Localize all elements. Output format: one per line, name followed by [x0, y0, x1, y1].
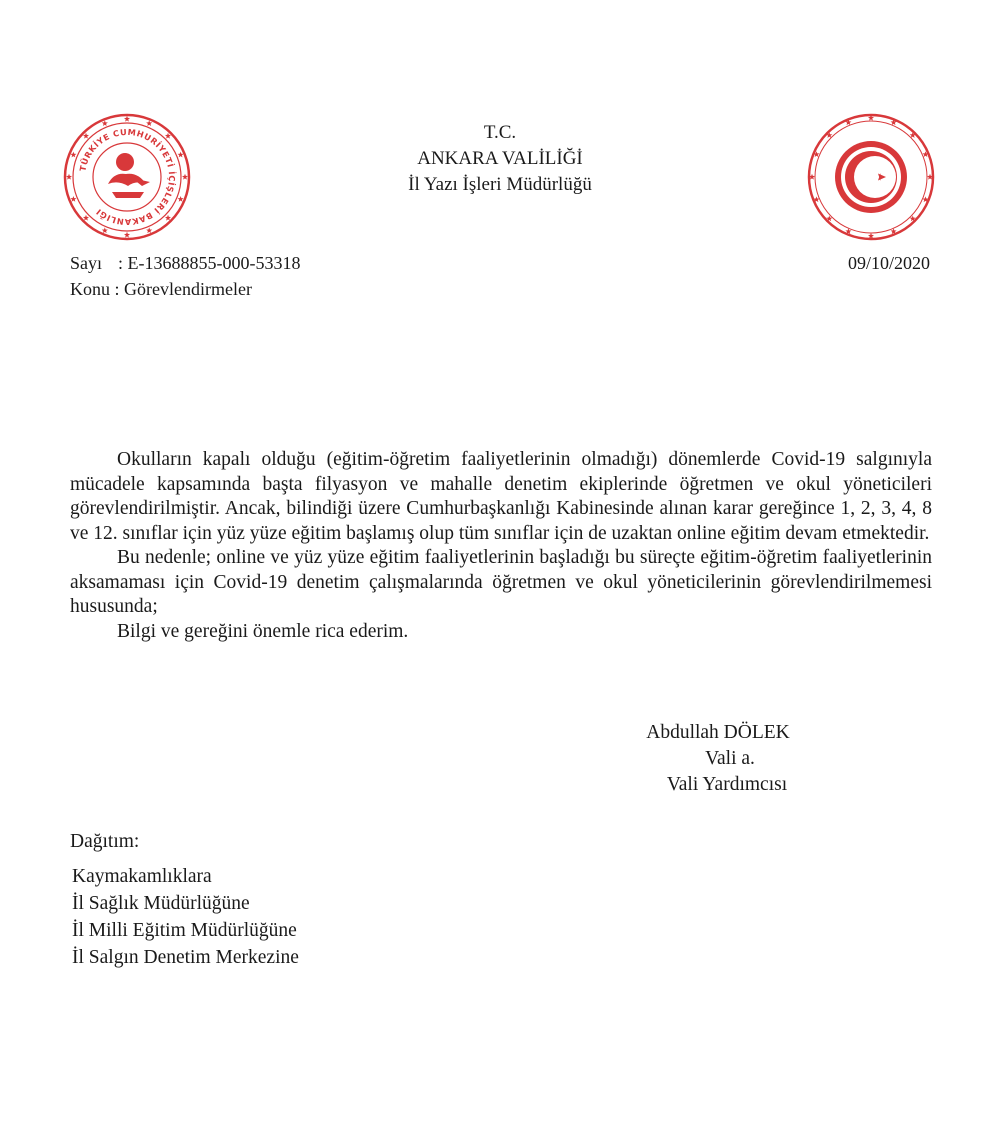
- signatory-name: Abdullah DÖLEK: [646, 722, 790, 743]
- distribution-title: Dağıtım:: [70, 831, 140, 852]
- letter-date: 09/10/2020: [847, 253, 930, 273]
- header-governorship: ANKARA VALİLİĞİ: [417, 148, 583, 169]
- seal-star-icon: [146, 227, 152, 233]
- signatory-role: Vali Yardımcısı: [666, 774, 788, 795]
- ministry-of-interior-seal-icon: [62, 112, 192, 242]
- seal-star-icon: [182, 174, 188, 180]
- ankara-governorship-seal-icon: [806, 112, 936, 242]
- letter-body: [70, 448, 932, 644]
- distribution-item: İl Milli Eğitim Müdürlüğüne: [72, 920, 297, 941]
- seal-star-icon: [70, 196, 76, 202]
- body-paragraph: Bu nedenle; online ve yüz yüze eğitim faaliyetlerinin başladığı bu süreçte eğitim-öğretim faaliyetlerinin aksamaması için Covid-19 denetim çalışmalarında öğretmen ve okul yöneticilerinin görevlendirilmemesi hususunda;: [70, 547, 932, 617]
- letter-meta: [70, 250, 300, 302]
- signatory-title: Vali a.: [705, 748, 755, 769]
- seal-star-icon: [165, 215, 171, 221]
- distribution-list: [72, 828, 299, 971]
- distribution-item: Kaymakamlıklara: [72, 866, 212, 887]
- seal-star-icon: [66, 174, 72, 180]
- subject-row: [70, 276, 300, 302]
- seal-star-icon: [178, 196, 184, 202]
- document-header: [300, 120, 700, 198]
- body-paragraph: Bilgi ve gereğini önemle rica ederim.: [117, 620, 409, 642]
- svg-text:TÜRKİYE CUMHURİYETİ: TÜRKİYE CUMHURİYETİ: [822, 124, 923, 174]
- subject-value: : Görevlendirmeler: [114, 279, 252, 299]
- reference-number-row: [70, 250, 300, 276]
- distribution-item: İl Salgın Denetim Merkezine: [72, 947, 299, 968]
- seal-star-icon: [102, 227, 108, 233]
- header-tc: T.C.: [483, 122, 517, 143]
- svg-text:TÜRKİYE CUMHURİYETİ İÇİŞLERİ B: TÜRKİYE CUMHURİYETİ İÇİŞLERİ BAKANLIĞI: [77, 126, 178, 228]
- distribution-item: İl Sağlık Müdürlüğüne: [72, 893, 250, 914]
- seal-star-icon: [124, 232, 130, 238]
- signature-block: [600, 720, 860, 798]
- reference-number-label: Sayı: [70, 253, 103, 273]
- seal-star-icon: [83, 215, 89, 221]
- subject-label: Konu: [70, 279, 110, 299]
- seal-star-icon: [124, 116, 130, 122]
- reference-number-value: : E-13688855-000-53318: [118, 253, 301, 273]
- header-directorate: İl Yazı İşleri Müdürlüğü: [408, 174, 592, 195]
- body-paragraph: Okulların kapalı olduğu (eğitim-öğretim faaliyetlerinin olmadığı) dönemlerde Covid-19 salgınıyla mücadele kapsamında başta filyasyon ve mahalle denetim ekiplerinde öğretmen ve okul yöneticileri görevlendirilmiştir. Ancak, bilindiği üzere Cumhurbaşkanlığı Kabinesinde alınan karar gereğince 1, 2, 3, 4, 8 ve 12. sınıflar için yüz yüze eğitim başlamış olup tüm sınıflar için de uzaktan online eğitim devam etmektedir.: [70, 449, 932, 544]
